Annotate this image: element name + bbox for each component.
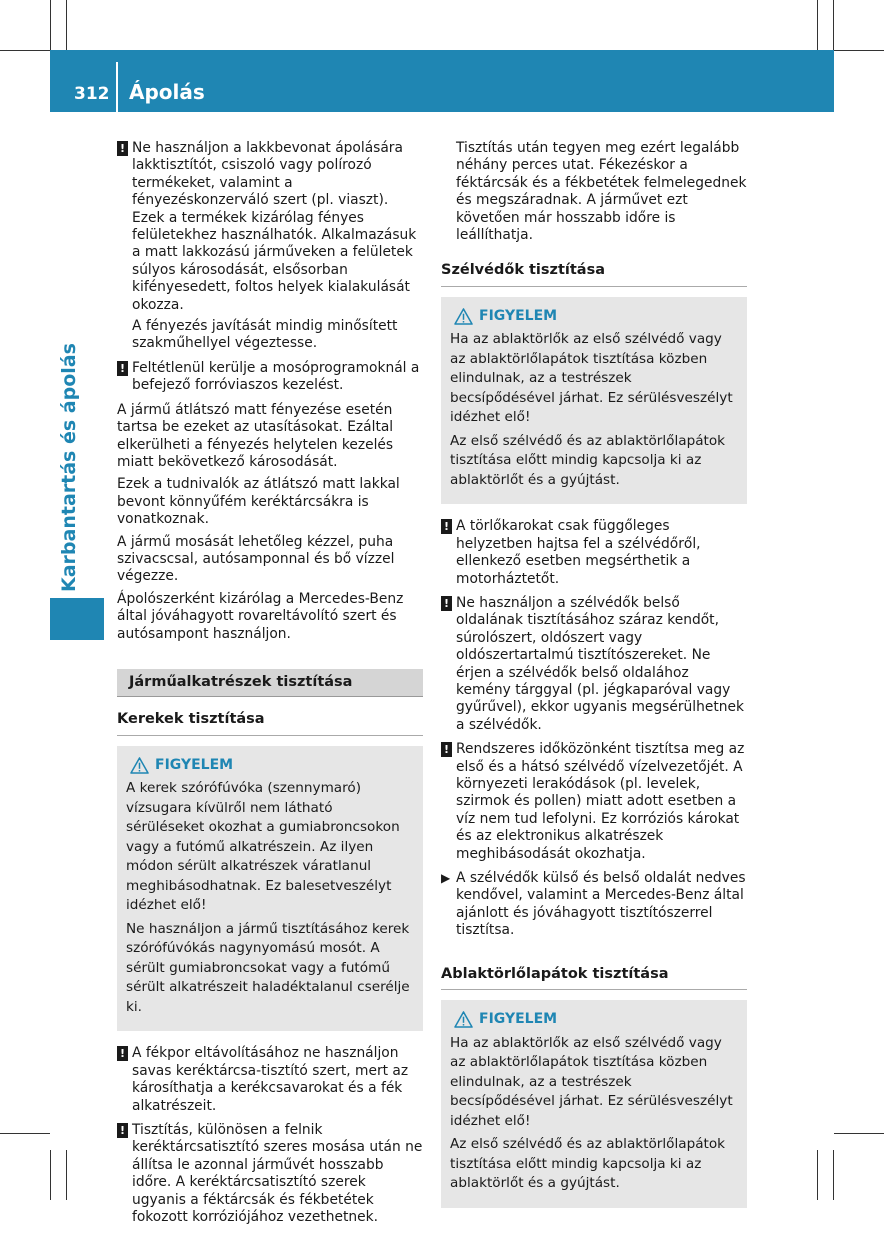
- exclamation-icon: !: [441, 596, 452, 611]
- warning-header: [450, 1010, 738, 1030]
- note-text: Rendszeres időközönként tisztítsa meg az első és a hátsó szélvédő vízelvezetőjét. A környezeti lerakódások (pl. levelek, szirmok és pollen) miatt adott esetben a víz nem tud lefolyni. Ez korróziós károkat és az elektronikus alkatrészek meghibásodását okozhatja.: [456, 741, 745, 862]
- step-arrow-icon: ▶: [441, 871, 451, 886]
- side-tab-label: Karbantartás és ápolás: [58, 343, 80, 592]
- warning-triangle-icon: [454, 308, 473, 325]
- caution-note: [117, 1045, 423, 1115]
- warning-label: FIGYELEM: [479, 307, 558, 324]
- caution-note: [117, 140, 423, 353]
- crop-mark: [833, 0, 834, 50]
- note-text: Ne használjon a szélvédők belső oldalának tisztításához száraz kendőt, súrolószert, oldószert vagy oldószertartalmú tisztítószereket. Ne érjen a szélvédők belső oldalához kemény tárggyal (pl. jégkaparóval vagy gyűrűvel), ekkor ugyanis megsérülhetnek a szélvédők.: [456, 594, 744, 733]
- note-text: Feltétlenül kerülje a mosóprogramoknál a befejező forróviaszos kezelést.: [132, 359, 420, 394]
- warning-label: FIGYELEM: [155, 756, 234, 773]
- caution-note: [117, 1122, 423, 1226]
- subsection-heading: Szélvédők tisztítása: [441, 252, 747, 286]
- crop-mark: [834, 1133, 884, 1134]
- exclamation-icon: !: [441, 742, 452, 757]
- caution-note: [441, 741, 747, 863]
- warning-header: [126, 756, 414, 776]
- body-paragraph: Ezek a tudnivalók az átlátszó matt lakkal bevont könnyűfém keréktárcsákra is vonatkoznak.: [117, 476, 400, 528]
- note-text: A törlőkarokat csak függőleges helyzetben hajtsa fel a szélvédőről, ellenkező esetben megsérthetik a motorháztetőt.: [456, 518, 701, 587]
- body-paragraph: Ápolószerként kizárólag a Mercedes-Benz által jóváhagyott rovareltávolító szert és autósampont használjon.: [117, 590, 404, 642]
- exclamation-icon: !: [117, 1046, 128, 1061]
- crop-mark: [66, 0, 67, 50]
- crop-mark: [834, 50, 884, 51]
- crop-mark: [817, 1150, 818, 1200]
- crop-mark: [0, 50, 50, 51]
- side-tab-marker: [50, 598, 104, 640]
- warning-triangle-icon: [454, 1011, 473, 1028]
- caution-note: [441, 518, 747, 588]
- section-heading: Járműalkatrészek tisztítása: [117, 669, 423, 697]
- warning-header: [450, 307, 738, 327]
- crop-mark: [817, 0, 818, 50]
- exclamation-icon: !: [441, 519, 452, 534]
- caution-note: [441, 595, 747, 734]
- page-number: 312: [74, 84, 110, 104]
- caution-note: [117, 360, 423, 395]
- body-paragraph: Tisztítás után tegyen meg ezért legalább néhány perces utat. Fékezéskor a féktárcsák és a fékbetétek felmelegednek és megszáradnak. A járművet ezt követően már hosszabb időre is leállíthatja.: [456, 140, 747, 244]
- warning-text: Ha az ablaktörlők az első szélvédő vagy az ablaktörlőlapátok tisztítása közben elindulnak, az a testrészek becsípődésével járhat. Ez sérülésveszélyt idézhet elő!: [450, 331, 733, 426]
- warning-text: Ha az ablaktörlők az első szélvédő vagy az ablaktörlőlapátok tisztítása közben elindulnak, az a testrészek becsípődésével járhat. Ez sérülésveszélyt idézhet elő!: [450, 1034, 733, 1129]
- warning-text: Az első szélvédő és az ablaktörlőlapátok tisztítása előtt mindig kapcsolja ki az ablaktörlőt és a gyújtást.: [450, 432, 726, 488]
- crop-mark: [50, 0, 51, 50]
- crop-mark: [0, 1133, 50, 1134]
- warning-text: Az első szélvédő és az ablaktörlőlapátok tisztítása előtt mindig kapcsolja ki az ablaktörlőt és a gyújtást.: [450, 1136, 726, 1192]
- warning-text: Ne használjon a jármű tisztításához kerek szórófúvókás nagynyomású mosót. A sérült gumiabroncsokat vagy a futómű sérült alkatrészeit haladéktalanul cserélje ki.: [126, 920, 410, 1015]
- header-divider: [116, 62, 118, 112]
- body-paragraph: A jármű átlátszó matt fényezése esetén tartsa be ezeket az utasításokat. Ezáltal elkerülheti a fényezés helytelen kezelés miatt bekövetkező károsodását.: [117, 401, 394, 470]
- crop-mark: [833, 1150, 834, 1200]
- warning-box: [117, 746, 423, 1032]
- crop-mark: [66, 1150, 67, 1200]
- warning-text: A kerek szórófúvóka (szennymaró) vízsugara kívülről nem látható sérüléseket okozhat a gumiabroncsokon vagy a futómű alkatrészein. Az ilyen módon sérült alkatrészek váratlanul meghibásodhatnak. Ez balesetveszélyt idézhet elő!: [126, 780, 400, 914]
- subsection-heading: Ablaktörlőlapátok tisztítása: [441, 956, 747, 990]
- exclamation-icon: !: [117, 1123, 128, 1138]
- note-text: Ne használjon a lakkbevonat ápolására lakktisztítót, csiszoló vagy polírozó termékeket, valamint a fényezéskonzerváló szert (pl. viaszt). Ezek a termékek kizárólag fényes felületekhez használhatók. Alkalmazásuk a matt lakkozású járműveken a felületek súlyos károsodását, elsősorban kifényesedett, foltos helyek kialakulását okozza.: [132, 140, 417, 313]
- warning-triangle-icon: [130, 757, 149, 774]
- body-paragraph: A jármű mosását lehetőleg kézzel, puha szivacscsal, autósamponnal és bő vízzel végezze.: [117, 533, 395, 585]
- page-title: Ápolás: [129, 80, 205, 104]
- instruction-step: [441, 870, 747, 940]
- note-text: A fékpor eltávolításához ne használjon savas keréktárcsa-tisztító szert, mert az károsíthatja a kerékcsavarokat és a fék alkatrészeit.: [132, 1045, 409, 1114]
- exclamation-icon: !: [117, 361, 128, 376]
- note-text: Tisztítás, különösen a felnik keréktárcsatisztító szeres mosása után ne állítsa le azonnal járművét hosszabb időre. A keréktárcsatisztító szerek ugyanis a féktárcsák és fékbetétek fokozott korróziójához vezethetnek.: [132, 1121, 423, 1225]
- warning-box: [441, 297, 747, 505]
- warning-box: [441, 1000, 747, 1208]
- crop-mark: [50, 1150, 51, 1200]
- step-text: A szélvédők külső és belső oldalát nedves kendővel, valamint a Mercedes-Benz által ajánlott és jóváhagyott tisztítószerrel tisztítsa.: [456, 870, 746, 939]
- note-text: A fényezés javítását mindig minősített szakműhellyel végeztesse.: [132, 318, 398, 352]
- exclamation-icon: !: [117, 141, 128, 156]
- subsection-heading: Kerekek tisztítása: [117, 701, 423, 735]
- warning-label: FIGYELEM: [479, 1011, 558, 1028]
- left-column: [117, 140, 423, 1233]
- right-column: [441, 140, 747, 1222]
